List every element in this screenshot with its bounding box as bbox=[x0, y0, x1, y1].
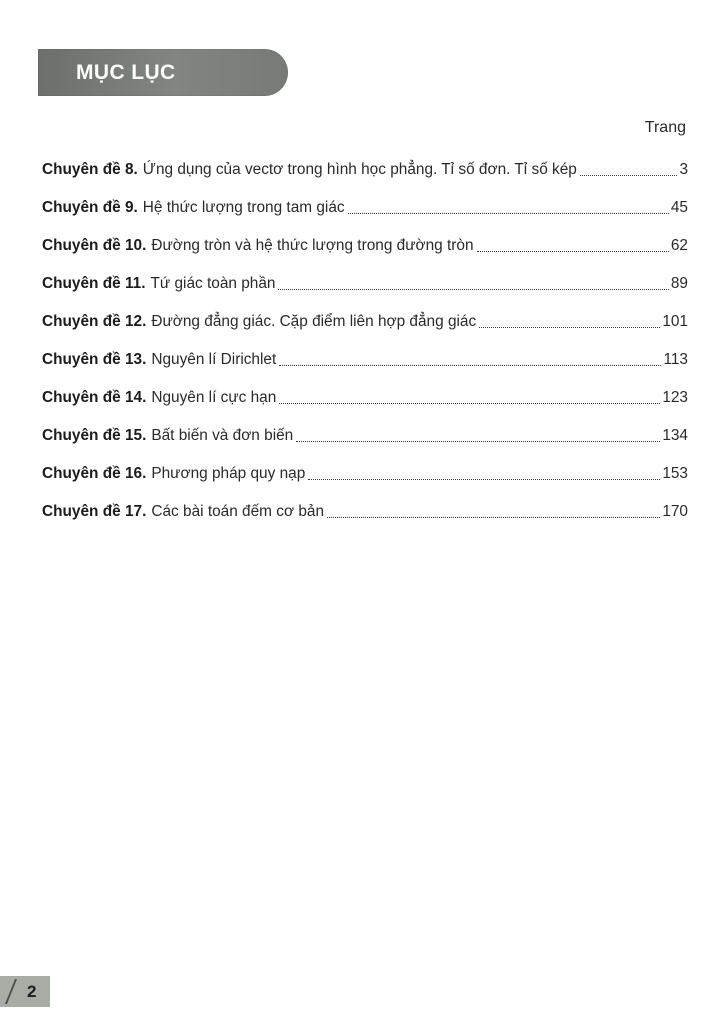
page-number: 2 bbox=[27, 982, 37, 1001]
toc-entry-title: Bất biến và đơn biến bbox=[151, 427, 294, 444]
toc-entry bbox=[42, 311, 688, 349]
toc-entry bbox=[42, 425, 688, 463]
toc-entry bbox=[42, 197, 688, 235]
table-of-contents bbox=[42, 159, 688, 539]
toc-entry-label: Chuyên đề 14. bbox=[42, 389, 147, 406]
toc-entry-title: Nguyên lí Dirichlet bbox=[151, 351, 277, 368]
toc-entry-title: Phương pháp quy nạp bbox=[151, 465, 306, 482]
toc-entry-title: Đường tròn và hệ thức lượng trong đường tròn bbox=[151, 237, 474, 254]
toc-entry bbox=[42, 463, 688, 501]
toc-entry-label: Chuyên đề 8. bbox=[42, 161, 138, 178]
toc-entry-page: 3 bbox=[679, 161, 688, 178]
dot-leader bbox=[279, 349, 661, 366]
toc-entry-label: Chuyên đề 12. bbox=[42, 313, 147, 330]
toc-entry-page: 45 bbox=[670, 199, 688, 216]
dot-leader bbox=[348, 197, 669, 214]
dot-leader bbox=[479, 311, 660, 328]
toc-entry-label: Chuyên đề 15. bbox=[42, 427, 147, 444]
toc-entry-page: 123 bbox=[662, 389, 688, 406]
toc-entry-title: Hệ thức lượng trong tam giác bbox=[142, 199, 345, 216]
toc-entry-label: Chuyên đề 17. bbox=[42, 503, 147, 520]
toc-entry-title: Các bài toán đếm cơ bản bbox=[151, 503, 325, 520]
toc-entry-page: 113 bbox=[663, 351, 688, 368]
toc-entry bbox=[42, 349, 688, 387]
toc-entry-page: 134 bbox=[662, 427, 688, 444]
toc-entry-page: 170 bbox=[662, 503, 688, 520]
toc-entry-title: Ứng dụng của vectơ trong hình học phẳng. Tỉ số đơn. Tỉ số kép bbox=[142, 161, 577, 178]
toc-entry-page: 62 bbox=[670, 237, 688, 254]
page-column-label: Trang bbox=[644, 119, 686, 136]
toc-entry bbox=[42, 273, 688, 311]
toc-entry-title: Nguyên lí cực hạn bbox=[151, 389, 277, 406]
toc-entry-page: 153 bbox=[662, 465, 688, 482]
dot-leader bbox=[477, 235, 669, 252]
dot-leader bbox=[296, 425, 660, 442]
dot-leader bbox=[327, 501, 660, 518]
toc-entry-page: 89 bbox=[670, 275, 688, 292]
dot-leader bbox=[580, 159, 678, 176]
dot-leader bbox=[279, 387, 660, 404]
toc-entry bbox=[42, 235, 688, 273]
toc-entry bbox=[42, 159, 688, 197]
dot-leader bbox=[308, 463, 660, 480]
toc-entry-page: 101 bbox=[662, 313, 688, 330]
toc-entry bbox=[42, 501, 688, 539]
toc-entry-title: Tứ giác toàn phần bbox=[150, 275, 276, 292]
toc-entry-label: Chuyên đề 9. bbox=[42, 199, 138, 216]
toc-entry-label: Chuyên đề 11. bbox=[42, 275, 146, 292]
toc-entry bbox=[42, 387, 688, 425]
toc-entry-label: Chuyên đề 16. bbox=[42, 465, 147, 482]
dot-leader bbox=[278, 273, 668, 290]
page-title: MỤC LỤC bbox=[76, 61, 176, 84]
toc-entry-label: Chuyên đề 13. bbox=[42, 351, 147, 368]
toc-entry-label: Chuyên đề 10. bbox=[42, 237, 147, 254]
toc-entry-title: Đường đẳng giác. Cặp điểm liên hợp đẳng giác bbox=[151, 313, 477, 330]
